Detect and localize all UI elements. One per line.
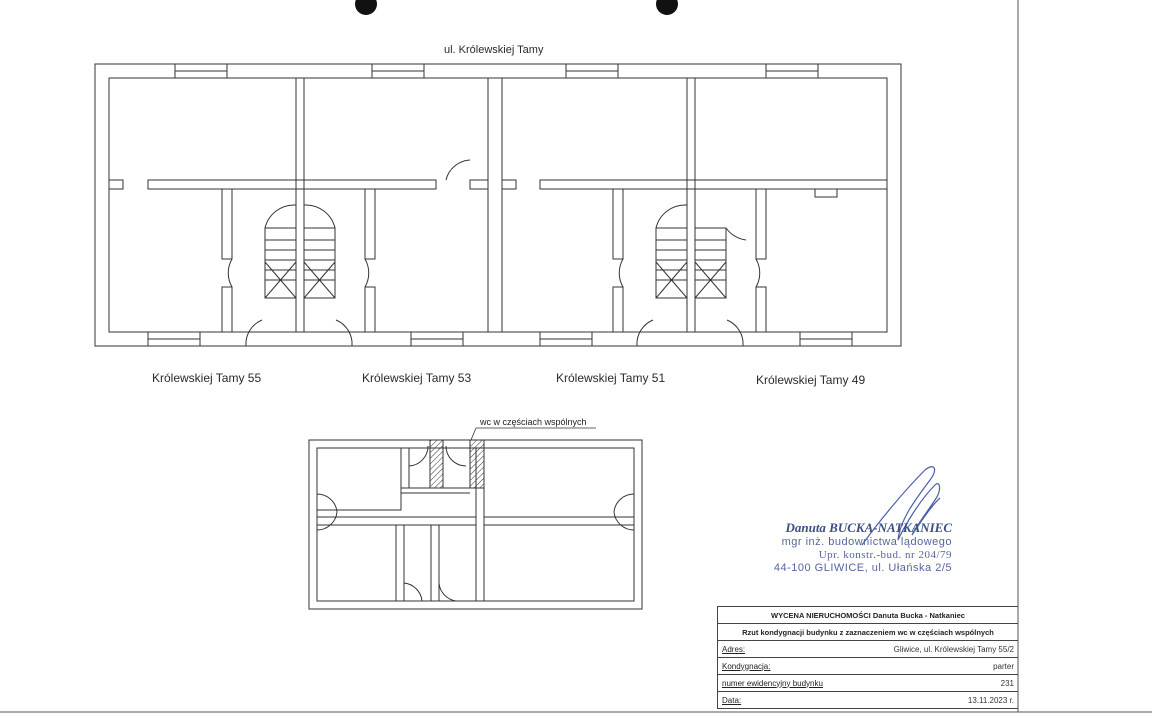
row-value: 231	[1000, 678, 1014, 688]
title-block-row	[718, 692, 1018, 709]
stamp-name: Danuta BUCKA-NATKANIEC	[785, 520, 952, 535]
stamp-license: Upr. konstr.-bud. nr 204/79	[818, 549, 952, 561]
unit-label-55: Królewskiej Tamy 55	[152, 371, 262, 385]
title-block-row	[718, 658, 1018, 675]
row-key: Adres:	[722, 644, 746, 654]
row-key: Data:	[722, 695, 742, 705]
unit-label-51: Królewskiej Tamy 51	[556, 371, 666, 385]
punch-hole-right	[656, 0, 678, 15]
unit-label-49: Królewskiej Tamy 49	[756, 373, 866, 387]
row-value: 13.11.2023 r.	[967, 695, 1014, 705]
wc-callout-leader	[471, 428, 596, 440]
punch-hole-left	[355, 0, 377, 15]
title-block-header: WYCENA NIERUCHOMOŚCI Danuta Bucka - Natkaniec	[718, 607, 1018, 624]
row-key: numer ewidencyjny budynku	[722, 678, 823, 688]
title-block	[717, 606, 1018, 709]
unit-label-53: Królewskiej Tamy 53	[362, 371, 472, 385]
stamp-title: mgr inż. budownictwa lądowego	[781, 536, 952, 548]
wc-callout-label: wc w częściach wspólnych	[480, 417, 587, 427]
street-label: ul. Królewskiej Tamy	[444, 44, 544, 56]
engineer-stamp	[742, 520, 952, 575]
row-value: Gliwice, ul. Królewskiej Tamy 55/2	[893, 644, 1014, 654]
title-block-row	[718, 641, 1018, 658]
title-block-row	[718, 675, 1018, 692]
lower-floor-plan	[309, 440, 642, 609]
stamp-address: 44-100 GLIWICE, ul. Ułańska 2/5	[773, 562, 952, 574]
row-value: parter	[993, 661, 1014, 671]
upper-floor-plan	[95, 64, 901, 346]
title-block-subtitle: Rzut kondygnacji budynku z zaznaczeniem wc w częściach wspólnych	[718, 624, 1018, 641]
row-key: Kondygnacja:	[722, 661, 771, 671]
